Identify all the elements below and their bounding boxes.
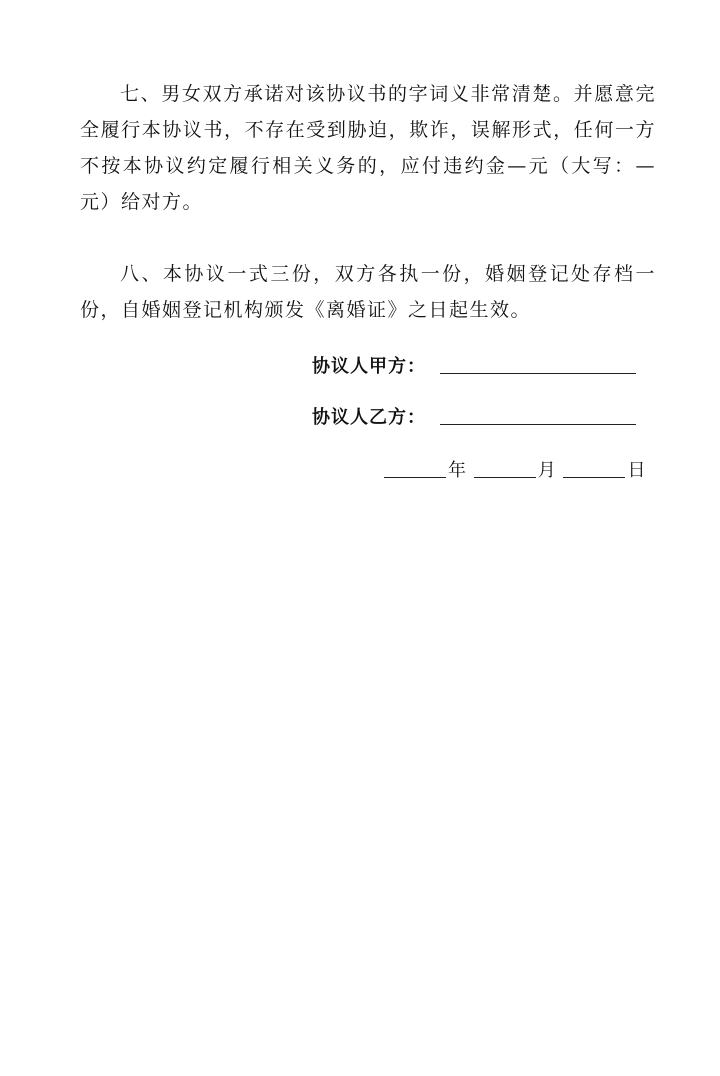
day-label: 日	[627, 460, 646, 481]
signature-party-a-line	[440, 373, 636, 374]
year-blank	[384, 456, 446, 478]
year-label: 年	[448, 460, 466, 481]
day-blank	[563, 456, 625, 478]
signature-party-b	[312, 403, 426, 433]
month-label: 月	[537, 460, 556, 481]
clause-eight: 八、本协议一式三份，双方各执一份，婚姻登记处存档一份，自婚姻登记机构颁发《离婚证》之日起生效。	[80, 263, 656, 321]
clause-seven: 七、男女双方承诺对该协议书的字词义非常清楚。并愿意完全履行本协议书，不存在受到胁迫，欺诈，误解形式，任何一方不按本协议约定履行相关义务的，应付违约金—元（大写：—元）给对方。	[80, 83, 656, 213]
signature-party-b-line	[440, 424, 636, 425]
signature-party-a-label: 协议人甲方：	[312, 356, 426, 377]
signature-party-a	[312, 352, 426, 382]
signature-party-b-label: 协议人乙方：	[312, 407, 426, 428]
signing-date	[384, 456, 654, 486]
month-blank	[474, 456, 536, 478]
